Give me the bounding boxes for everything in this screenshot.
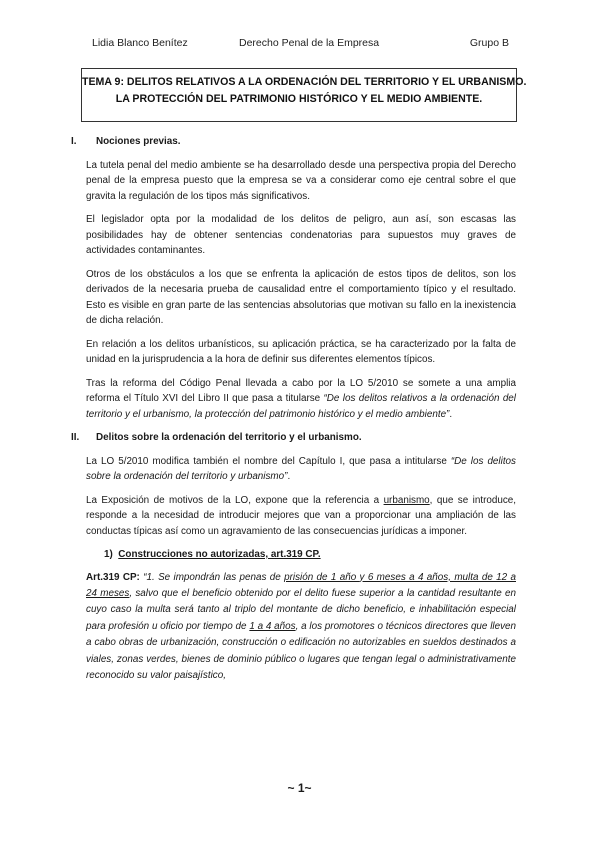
section-heading: [70, 134, 516, 150]
paragraph: En relación a los delitos urbanísticos, su aplicación práctica, se ha caracterizado por la falta de unidad en la jurisprudencia a la hora de definir sus diferentes elementos típicos.: [86, 338, 516, 365]
paragraph: [86, 376, 516, 423]
topic-title-line-1: TEMA 9: DELITOS RELATIVOS A LA ORDENACIÓN DEL TERRITORIO Y EL URBANISMO.: [82, 76, 527, 88]
subsection-number: 1): [104, 549, 113, 560]
section-title: Nociones previas.: [96, 136, 181, 147]
article-text: “1. Se impondrán las penas de: [139, 571, 285, 583]
header-subject: Derecho Penal de la Empresa: [239, 37, 380, 49]
quoted-title: “De los delitos relativos a la ordenación del territorio y el urbanismo, la protección del patrimonio histórico y el medio ambiente”: [86, 393, 516, 420]
paragraph: Otros de los obstáculos a los que se enfrenta la aplicación de estos tipos de delitos, son los derivados de la necesaria prueba de causalidad entre el comportamiento típico y el resultado. Esto es visible en gran parte de las sentencias absolutorias que motivan su fallo en la inexistencia de dicha relación.: [86, 268, 516, 326]
article-underlined-text: prisión de 1 año y 6 meses a 4 años, multa de 12 a 24 meses: [86, 571, 516, 599]
subsection-title: Construcciones no autorizadas, art.319 CP.: [118, 549, 321, 560]
section-number: II.: [71, 432, 80, 443]
paragraph: La tutela penal del medio ambiente se ha desarrollado desde una perspectiva propia del Derecho penal de la empresa puesto que la empresa se va a considerar como eje central sobre el que gravita la regulación de los tipos más significativos.: [86, 159, 516, 202]
article-label: Art.319 CP:: [86, 571, 140, 583]
topic-title-line-2: LA PROTECCIÓN DEL PATRIMONIO HISTÓRICO Y EL MEDIO AMBIENTE.: [115, 93, 483, 105]
paragraph-text: , que se introduce, responde a la necesidad de introducir mejores que van a proporcionar una ampliación de las conductas típicas así como un agravamiento de las consecuencias jurídicas a imponer.: [86, 494, 517, 537]
subsection-heading: [104, 547, 516, 563]
paragraph-text: .: [287, 471, 291, 482]
paragraph: [86, 454, 516, 485]
section-number: I.: [71, 136, 77, 147]
page-header: [92, 37, 509, 53]
paragraph: [86, 493, 516, 540]
document-body: [70, 134, 516, 684]
section-title: Delitos sobre la ordenación del territorio y el urbanismo.: [96, 432, 362, 443]
paragraph-text: Tras la reforma del Código Penal llevada a cabo por la LO 5/2010 se somete a una amplia reforma el Título XVI del Libro II que pasa a titularse: [86, 377, 516, 404]
paragraph-text: .: [449, 408, 453, 420]
header-author: Lidia Blanco Benítez: [92, 37, 188, 49]
article-text: , a los promotores o técnicos directores que lleven a cabo obras de urbanización, construcción o edificación no autorizables en sueldos destinados a viales, zonas verdes, bienes de dominio público o lugares que tengan legal o administrativamente reconocido su valor paisajístico,: [86, 620, 517, 681]
underlined-term: urbanismo: [383, 494, 430, 506]
paragraph-text: La LO 5/2010 modifica también el nombre del Capítulo I, que pasa a intitularse: [86, 455, 451, 467]
article-underlined-text: 1 a 4 años: [249, 620, 296, 632]
paragraph-text: La Exposición de motivos de la LO, expone que la referencia a: [86, 494, 384, 506]
article-text: , salvo que el beneficio obtenido por el delito fuese superior a la cantidad resultante en cuyo caso la multa será tanto al triplo del montante de dicho beneficio, e inhabilitación especial para profesión u oficio por tiempo de: [86, 587, 516, 632]
header-group: Grupo B: [469, 37, 509, 49]
section-heading: [70, 430, 516, 446]
topic-title-box: [81, 68, 527, 122]
page-number: ~ 1~: [287, 781, 312, 795]
quoted-title: “De los delitos sobre la ordenación del territorio y urbanismo”: [86, 455, 516, 482]
paragraph: El legislador opta por la modalidad de los delitos de peligro, aun así, son escasas las posibilidades hay de obtener sentencias condenatorias para supuestos muy graves de actividades contaminantes.: [86, 214, 516, 256]
article-quote: [86, 570, 516, 685]
